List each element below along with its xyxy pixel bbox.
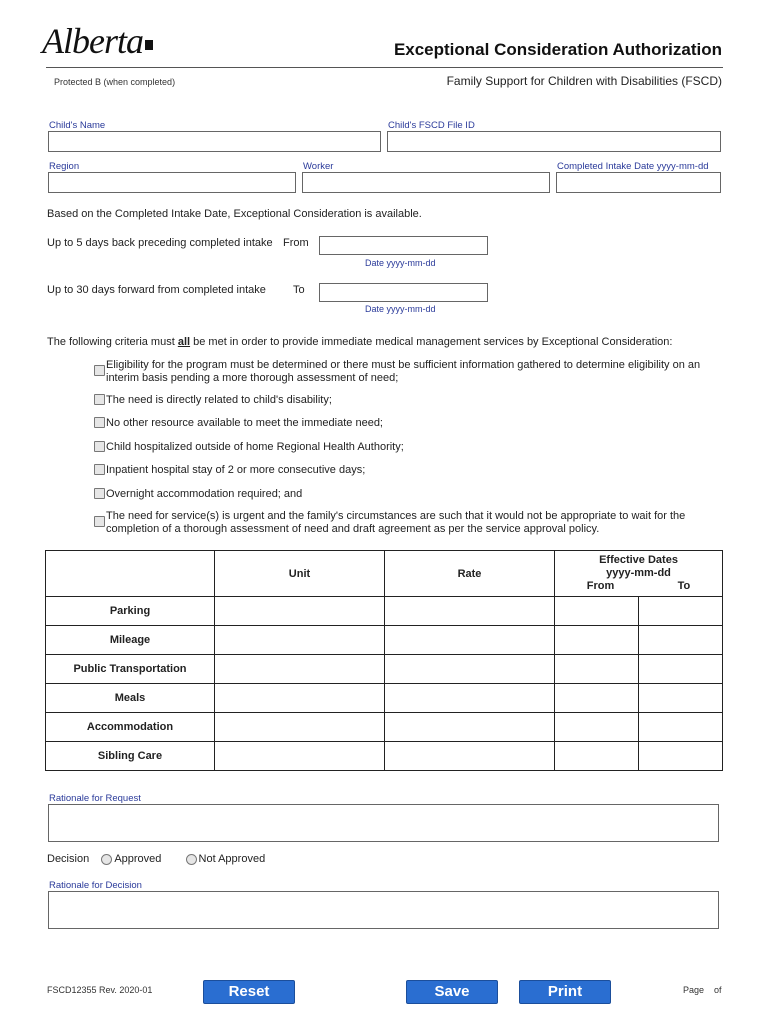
transport-rate-cell[interactable] <box>385 655 555 684</box>
rationale-decision-label: Rationale for Decision <box>49 880 142 891</box>
worker-input[interactable] <box>302 172 550 193</box>
table-row <box>46 655 723 684</box>
availability-intro: Based on the Completed Intake Date, Exceptional Consideration is available. <box>47 208 422 220</box>
criterion-checkbox-7[interactable] <box>94 516 105 527</box>
decision-label: Decision <box>47 853 90 865</box>
criterion-checkbox-6[interactable] <box>94 488 105 499</box>
criterion-text-5: Inpatient hospital stay of 2 or more consecutive days; <box>106 464 366 476</box>
parking-to-cell[interactable] <box>639 597 723 626</box>
worker-label: Worker <box>303 161 334 172</box>
print-button[interactable]: Print <box>519 980 611 1004</box>
criterion-text-7: The need for service(s) is urgent and the family's circumstances are such that it would not be appropriate to wait for the completion of a thorough assessment of need and draft agreement as per the service approval policy. <box>106 510 686 535</box>
from-to-labels <box>555 580 722 593</box>
table-row <box>46 742 723 771</box>
file-id-label: Child's FSCD File ID <box>388 120 475 131</box>
criterion-text-2: The need is directly related to child's disability; <box>106 394 332 406</box>
days-forward-text: Up to 30 days forward from completed intake <box>47 284 266 296</box>
row-label-accommodation: Accommodation <box>46 713 215 742</box>
service-cost-table <box>45 550 723 771</box>
reset-button[interactable]: Reset <box>203 980 295 1004</box>
logo-bar-mark <box>145 40 153 50</box>
childs-name-input[interactable] <box>48 131 381 152</box>
table-header-row <box>46 551 723 597</box>
transport-to-cell[interactable] <box>639 655 723 684</box>
unit-header: Unit <box>215 551 385 597</box>
region-input[interactable] <box>48 172 296 193</box>
to-column-label: To <box>677 580 691 592</box>
from-column-label: From <box>586 580 615 592</box>
sibling-unit-cell[interactable] <box>215 742 385 771</box>
row-label-mileage: Mileage <box>46 626 215 655</box>
decision-group <box>47 853 265 865</box>
criterion-checkbox-3[interactable] <box>94 417 105 428</box>
not-approved-label: Not Approved <box>198 853 266 865</box>
to-date-hint: Date yyyy-mm-dd <box>365 304 436 314</box>
accommodation-unit-cell[interactable] <box>215 713 385 742</box>
criterion-checkbox-2[interactable] <box>94 394 105 405</box>
rate-header: Rate <box>385 551 555 597</box>
mileage-unit-cell[interactable] <box>215 626 385 655</box>
header-divider <box>46 67 723 68</box>
table-header-empty <box>46 551 215 597</box>
program-subtitle: Family Support for Children with Disabilities (FSCD) <box>446 74 722 88</box>
sibling-rate-cell[interactable] <box>385 742 555 771</box>
not-approved-radio[interactable] <box>186 854 197 865</box>
criteria-intro: The following criteria must all be met in order to provide immediate medical management services by Exceptional Consideration: <box>47 336 673 348</box>
protected-label: Protected B (when completed) <box>54 77 176 87</box>
accommodation-from-cell[interactable] <box>555 713 639 742</box>
to-date-input[interactable] <box>319 283 488 302</box>
form-id: FSCD12355 Rev. 2020-01 <box>47 985 153 995</box>
intake-date-label: Completed Intake Date yyyy-mm-dd <box>557 161 709 172</box>
criterion-text-3: No other resource available to meet the immediate need; <box>106 417 383 429</box>
from-label: From <box>283 237 309 249</box>
criterion-checkbox-4[interactable] <box>94 441 105 452</box>
alberta-logo: Alberta <box>42 20 153 62</box>
sibling-from-cell[interactable] <box>555 742 639 771</box>
save-button[interactable]: Save <box>406 980 498 1004</box>
accommodation-rate-cell[interactable] <box>385 713 555 742</box>
criterion-checkbox-1[interactable] <box>94 365 105 376</box>
approved-label: Approved <box>114 853 162 865</box>
effective-dates-header <box>555 551 723 597</box>
from-date-hint: Date yyyy-mm-dd <box>365 258 436 268</box>
meals-from-cell[interactable] <box>555 684 639 713</box>
meals-unit-cell[interactable] <box>215 684 385 713</box>
rationale-decision-input[interactable] <box>48 891 719 929</box>
criteria-all-emphasis: all <box>177 336 191 348</box>
effective-dates-format: yyyy-mm-dd <box>606 567 671 579</box>
meals-rate-cell[interactable] <box>385 684 555 713</box>
page-number: Page of <box>683 985 722 995</box>
rationale-request-input[interactable] <box>48 804 719 842</box>
mileage-rate-cell[interactable] <box>385 626 555 655</box>
region-label: Region <box>49 161 80 172</box>
file-id-input[interactable] <box>387 131 721 152</box>
transport-from-cell[interactable] <box>555 655 639 684</box>
criterion-text-4: Child hospitalized outside of home Regional Health Authority; <box>106 441 404 453</box>
table-row <box>46 597 723 626</box>
row-label-parking: Parking <box>46 597 215 626</box>
criterion-text-6: Overnight accommodation required; and <box>106 488 303 500</box>
approved-radio[interactable] <box>101 854 112 865</box>
criterion-checkbox-5[interactable] <box>94 464 105 475</box>
mileage-from-cell[interactable] <box>555 626 639 655</box>
mileage-to-cell[interactable] <box>639 626 723 655</box>
intake-date-input[interactable] <box>556 172 721 193</box>
table-row <box>46 626 723 655</box>
meals-to-cell[interactable] <box>639 684 723 713</box>
criterion-text-1: Eligibility for the program must be determined or there must be sufficient information gathered to determine eligibility on an interim basis pending a more thorough assessment of need; <box>106 359 701 384</box>
row-label-sibling-care: Sibling Care <box>46 742 215 771</box>
effective-dates-label: Effective Dates <box>599 554 678 566</box>
table-row <box>46 684 723 713</box>
row-label-meals: Meals <box>46 684 215 713</box>
parking-unit-cell[interactable] <box>215 597 385 626</box>
transport-unit-cell[interactable] <box>215 655 385 684</box>
sibling-to-cell[interactable] <box>639 742 723 771</box>
parking-from-cell[interactable] <box>555 597 639 626</box>
to-label: To <box>293 284 305 296</box>
row-label-public-transportation: Public Transportation <box>46 655 215 684</box>
accommodation-to-cell[interactable] <box>639 713 723 742</box>
from-date-input[interactable] <box>319 236 488 255</box>
days-back-text: Up to 5 days back preceding completed intake <box>47 237 273 249</box>
page-title: Exceptional Consideration Authorization <box>393 40 722 59</box>
childs-name-label: Child's Name <box>49 120 106 131</box>
table-row <box>46 713 723 742</box>
rationale-request-label: Rationale for Request <box>49 793 141 804</box>
parking-rate-cell[interactable] <box>385 597 555 626</box>
